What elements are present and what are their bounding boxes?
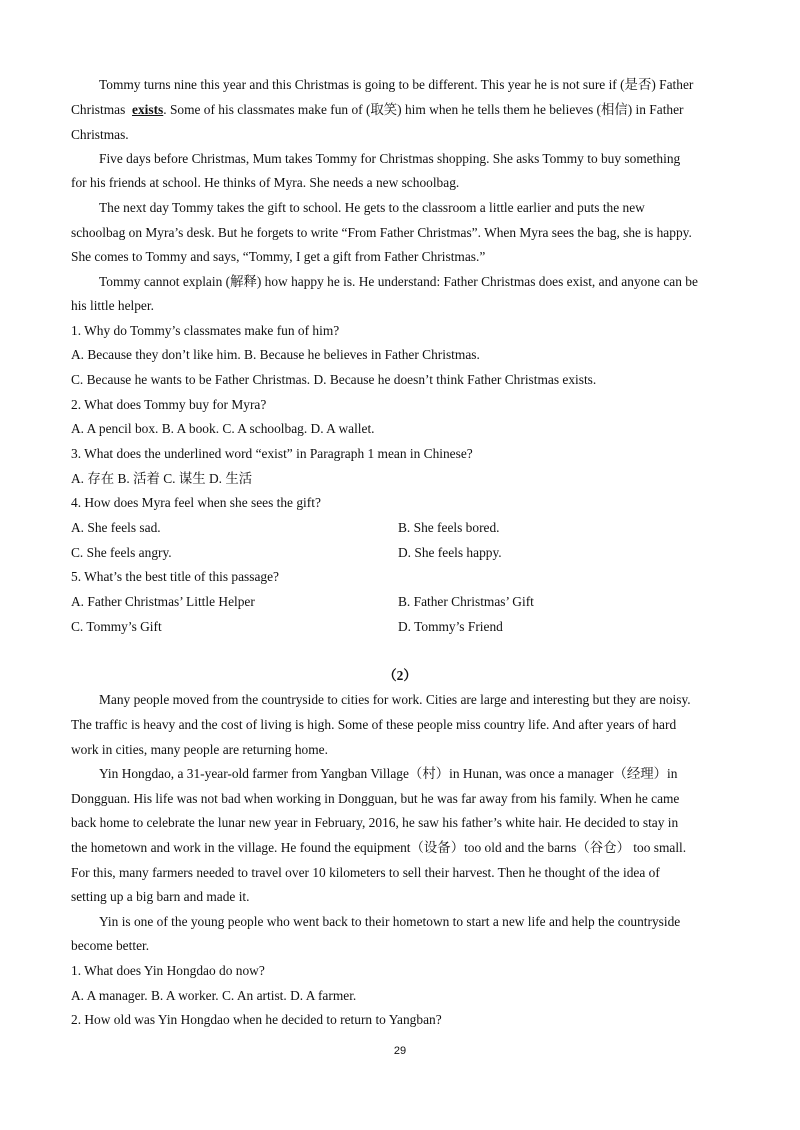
question: 4. How does Myra feel when she sees the gift? <box>71 495 321 510</box>
question-options: A. A pencil box. B. A book. C. A schoolbag. D. A wallet. <box>71 421 375 436</box>
option-d: D. She feels happy. <box>398 545 502 560</box>
passage2-line: Yin Hongdao, a 31-year-old farmer from Yangban Village（村）in Hunan, was once a manager（经理）in <box>99 766 678 781</box>
option-a: A. Father Christmas’ Little Helper <box>71 594 255 609</box>
question-options: A. A manager. B. A worker. C. An artist. D. A farmer. <box>71 988 357 1003</box>
option-a: A. She feels sad. <box>71 520 161 535</box>
passage2-line: work in cities, many people are returning home. <box>71 742 328 757</box>
passage2-line: back home to celebrate the lunar new year in February, 2016, he saw his father’s white hair. He decided to stay in <box>71 815 679 830</box>
passage2-line: Dongguan. His life was not bad when working in Dongguan, but he was far away from his family. When he came <box>71 791 680 806</box>
question-options <box>71 618 731 636</box>
option-d: D. Tommy’s Friend <box>398 619 503 634</box>
option-c: C. She feels angry. <box>71 545 172 560</box>
option-c: C. Tommy’s Gift <box>71 619 162 634</box>
question-options <box>71 593 731 611</box>
passage1-line: for his friends at school. He thinks of Myra. She needs a new schoolbag. <box>71 175 460 190</box>
passage1-line <box>71 101 731 119</box>
option-b: B. Father Christmas’ Gift <box>398 594 534 609</box>
option-b: B. She feels bored. <box>398 520 500 535</box>
passage1-line: Five days before Christmas, Mum takes Tommy for Christmas shopping. She asks Tommy to buy something <box>99 151 681 166</box>
passage1-line: his little helper. <box>71 298 154 313</box>
text-span: Christmas <box>71 102 126 117</box>
passage2-line: setting up a big barn and made it. <box>71 889 250 904</box>
question: 5. What’s the best title of this passage? <box>71 569 280 584</box>
passage2-line: the hometown and work in the village. He found the equipment（设备）too old and the barns（谷仓） too small. <box>71 840 687 855</box>
passage2-line: For this, many farmers needed to travel over 10 kilometers to sell their harvest. Then he thought of the idea of <box>71 865 660 880</box>
passage2-line: The traffic is heavy and the cost of living is high. Some of these people miss country life. And after years of hard <box>71 717 677 732</box>
question: 2. How old was Yin Hongdao when he decided to return to Yangban? <box>71 1012 442 1027</box>
passage1-line: The next day Tommy takes the gift to school. He gets to the classroom a little earlier and puts the new <box>99 200 645 215</box>
question: 1. What does Yin Hongdao do now? <box>71 963 265 978</box>
text-span: . Some of his classmates make fun of (取笑) him when he tells them he believes (相信) in Father <box>163 102 684 117</box>
passage1-line: Tommy turns nine this year and this Christmas is going to be different. This year he is not sure if (是否) Father <box>99 77 694 92</box>
question: 3. What does the underlined word “exist” in Paragraph 1 mean in Chinese? <box>71 446 473 461</box>
question: 1. Why do Tommy’s classmates make fun of him? <box>71 323 340 338</box>
passage1-line: schoolbag on Myra’s desk. But he forgets to write “From Father Christmas”. When Myra sees the bag, she is happy. <box>71 225 692 240</box>
question-options: A. Because they don’t like him. B. Because he believes in Father Christmas. <box>71 347 480 362</box>
passage2-line: Many people moved from the countryside to cities for work. Cities are large and interesting but they are noisy. <box>99 692 691 707</box>
question-options: C. Because he wants to be Father Christmas. D. Because he doesn’t think Father Christmas exists. <box>71 372 597 387</box>
page-number: 29 <box>393 1045 407 1057</box>
passage2-line: Yin is one of the young people who went back to their hometown to start a new life and help the countryside <box>99 914 681 929</box>
question-options <box>71 544 731 562</box>
passage1-line: Christmas. <box>71 127 129 142</box>
question-options: A. 存在 B. 活着 C. 谋生 D. 生活 <box>71 471 253 486</box>
section-heading: （2） <box>383 668 417 683</box>
question-options <box>71 519 731 537</box>
question: 2. What does Tommy buy for Myra? <box>71 397 267 412</box>
passage1-line: She comes to Tommy and says, “Tommy, I get a gift from Father Christmas.” <box>71 249 486 264</box>
passage2-line: become better. <box>71 938 150 953</box>
passage1-line: Tommy cannot explain (解释) how happy he is. He understand: Father Christmas does exist, and anyone can be <box>99 274 698 289</box>
underlined-word-exists: exists <box>132 102 164 117</box>
